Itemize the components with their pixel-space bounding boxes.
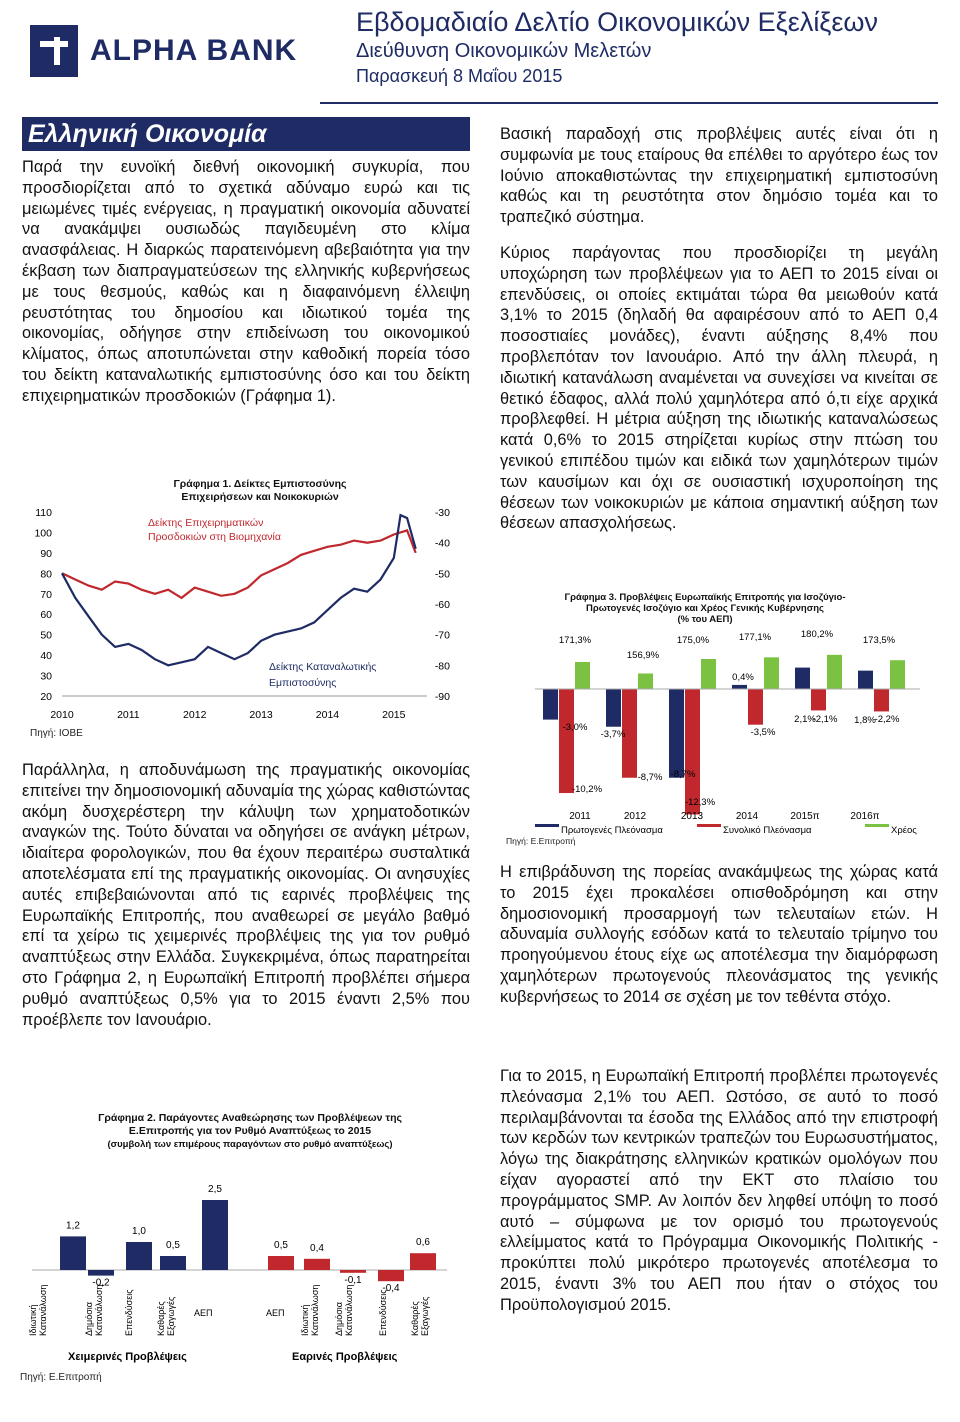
chart1-svg	[22, 498, 462, 726]
chart2-svg	[22, 1160, 462, 1370]
chart2-bar-label: 1,2	[66, 1220, 80, 1232]
chart3-value-label: 177,1%	[738, 632, 772, 643]
chart1-title: Γράφημα 1. Δείκτες Εμπιστοσύνης Επιχειρήσεων και Νοικοκυριών	[173, 478, 347, 503]
chart1-business-label-l2: Προσδοκιών στη Βιομηχανία	[148, 531, 281, 543]
chart2-bar-label: -0,2	[92, 1277, 110, 1289]
chart1-right-tick: -70	[434, 629, 450, 642]
chart1-left-tick: 50	[40, 629, 52, 642]
chart3-legend-swatch	[697, 824, 721, 827]
chart2-cat-public-consumption-b: ΔημόσιαΚατανάλωση	[334, 1284, 354, 1336]
chart2-bar	[268, 1256, 294, 1270]
left-paragraph-1: Παρά την ευνοϊκή διεθνή οικονομική συγκυρία, που προσδιορίζεται από το σχετικά αδύναμο ευρώ και τις μειωμένες τιμές ενέργειας, η πραγματική οικονομία αδυνατεί να ανακάμψει ουσιωδώς παγιδευμένη στο κλίμα ανασφάλειας. Η διαρκώς παρατεινόμενη αβεβαιότητα για την έκβαση των διαπραγματεύσεων της ελληνικής κυβερνήσεως με τους θεσμούς, καθώς και η διαφαινόμενη έλλειψη ρευστότητας του δημοσίου και ιδιωτικού τομέα της οικονομίας, οδήγησε στην επιδείνωση του οικονομικού κλίματος, όπως αποτυπώνεται στην καθοδική πορεία τόσο του δείκτη καταναλωτικής εμπιστοσύνης όσο και του δείκτη επιχειρηματικών προσδοκιών (Γράφημα 1).	[22, 158, 470, 405]
chart1-x-tick: 2015	[382, 709, 406, 721]
chart3-value-label: 156,9%	[626, 650, 660, 661]
chart3-title-line3: (% του ΑΕΠ)	[677, 614, 733, 625]
chart1-left-tick: 70	[40, 588, 52, 601]
chart3-debt-bar	[638, 673, 653, 689]
chart3-primary-bar	[606, 689, 621, 727]
chart2-bar	[378, 1270, 404, 1281]
chart1-left-tick: 100	[34, 527, 52, 540]
chart2-cat-investment-b: Επενδύσεις	[378, 1289, 388, 1336]
chart2-bar	[304, 1259, 330, 1270]
chart3-category-tick: 2012	[623, 811, 647, 822]
right-paragraph-4: Για το 2015, η Ευρωπαϊκή Επιτροπή προβλέπει πρωτογενές πλεόνασμα 2,1% του ΑΕΠ. Ωστόσο, σε αυτό το ποσό περιλαμβάνονται τα έσοδα της Ελλάδος από την επιστροφή των κερδών των κεντρικών τραπεζών του Ευρωσυστήματος, λόγω της διακράτησης ελληνικών κρατικών ομολόγων που είχαν αγοραστεί από την ΕΚΤ στο πλαίσιο του προγράμματος SMP. Αν λοιπόν δεν ληφθεί υπόψη το ποσό αυτό – σύμφωνα με τον ορισμό του πρωτογενούς ελλείμματος κατά το Πρόγραμμα Οικονομικής Πολιτικής - προκύπτει πολύ μικρότερο πρωτογενές αποτέλεσμα το 2015, έναντι 3% του ΑΕΠ που ήταν ο στόχος του Προϋπολογισμού 2015.	[500, 1067, 938, 1314]
chart2-bar	[160, 1256, 186, 1270]
chart3-value-label: 175,0%	[676, 635, 710, 646]
chart3-value-label: 1,8%	[854, 715, 876, 726]
chart3-value-label: 171,3%	[558, 635, 592, 646]
chart2-title-line2: Ε.Επιτροπής για τον Ρυθμό Αναπτύξεως το 2015	[128, 1125, 372, 1137]
chart1-source: Πηγή: ΙΟΒΕ	[30, 728, 83, 739]
chart2-bar-label: -0,4	[382, 1283, 400, 1295]
chart3-value-label: 2,1%	[794, 714, 816, 725]
chart2-bar-label: 0,5	[274, 1240, 288, 1251]
chart2-bar-label: 0,5	[166, 1240, 180, 1251]
chart3-legend-swatch	[535, 824, 559, 827]
chart3-value-label: -2,2%	[874, 714, 900, 725]
alpha-bank-emblem-icon	[30, 25, 78, 77]
header	[356, 6, 936, 88]
chart2-cat-net-exports-a: ΚαθαρέςΕξαγωγές	[156, 1296, 176, 1336]
chart1-right-tick: -60	[434, 599, 450, 611]
chart1-left-tick: 40	[40, 650, 52, 663]
right-paragraph-2: Κύριος παράγοντας που προσδιορίζει τη μεγάλη υποχώρηση των προβλέψεων για το ΑΕΠ το 2015 είναι οι επενδύσεις, οι οποίες εκτιμάται τώρα θα μειωθούν κατά 3,1% το 2015 (δηλαδή θα αφαιρέσουν από το ΑΕΠ 0,4 ποσοστιαίες μονάδες), έναντι αύξησης 8,4% που προβλεπόταν τον Ιανουάριο. Από την άλλη πλευρά, η ιδιωτική κατανάλωση αναμένεται να συνεχίσει να κινείται σε θετικό έδαφος, αλλά πολύ χαμηλότερα από ό,τι είχε αρχικά προβλεφθεί. Η μέτρια αύξηση της ιδιωτικής καταναλώσεως κατά 0,6% το 2015 στηρίζεται κυρίως στην πτώση του γενικού επιπέδου τιμών και ειδικά των χαμηλότερων τιμών των καυσίμων και όχι σε ουσιαστική ισχυροποίηση της θέσεων των νοικοκυριών με κάποια σημαντική αύξηση των θέσεων απασχολήσεως.	[500, 244, 938, 533]
chart3-value-label: 0,4%	[732, 672, 754, 683]
chart3-overall-bar	[685, 689, 700, 814]
chart1-right-tick: -50	[434, 568, 450, 581]
chart3-overall-bar	[811, 689, 826, 710]
chart3-category-tick: 2013	[680, 811, 704, 822]
chart3-value-label: -3,7%	[600, 729, 626, 740]
chart3-primary-bar	[669, 689, 684, 778]
chart2-cat-private-consumption-b: ΙδιωτικήΚατανάλωση	[300, 1284, 320, 1336]
chart2-group-winter: Χειμερινές Προβλέψεις	[68, 1351, 187, 1363]
chart1-left-tick: 90	[40, 547, 52, 560]
chart2-title-line3: (συμβολή των επιμέρους παραγόντων στο ρυθμό αναπτύξεως)	[107, 1139, 393, 1150]
brand-name: ALPHA BANK	[90, 34, 298, 67]
section-title: Ελληνική Οικονομία	[22, 117, 470, 151]
chart2-group-spring: Εαρινές Προβλέψεις	[292, 1351, 398, 1363]
chart3-debt-bar	[701, 659, 716, 689]
chart1-right-tick: -80	[434, 660, 450, 673]
chart2-bar-label: 2,5	[208, 1184, 222, 1195]
chart3-legend-label: Συνολικό Πλεόνασμα	[723, 825, 812, 836]
chart2-bar-label: 0,6	[416, 1237, 430, 1249]
chart3-value-label: -3,5%	[750, 727, 776, 738]
chart1-consumer-label-l2: Εμπιστοσύνης	[269, 677, 337, 689]
chart1-right-tick: -90	[434, 691, 450, 703]
chart3-value-label: 173,5%	[862, 635, 896, 646]
report-title: Εβδομαδιαίο Δελτίο Οικονομικών Εξελίξεων	[356, 7, 879, 37]
chart2-cat-public-consumption-a: ΔημόσιαΚατανάλωση	[84, 1284, 104, 1336]
chart2-bar-label: -0,1	[344, 1274, 362, 1286]
chart3-overall-bar	[874, 689, 889, 711]
chart1-x-tick: 2014	[315, 709, 340, 721]
chart1-consumer-label-l1: Δείκτης Καταναλωτικής	[269, 661, 377, 673]
chart3-overall-bar	[748, 689, 763, 725]
chart1-left-tick: 110	[35, 507, 52, 519]
chart3-title-line1: Γράφημα 3. Προβλέψεις Ευρωπαϊκής Επιτροπής για Ισοζύγιο-	[564, 592, 846, 603]
chart2-title-line1: Γράφημα 2. Παράγοντες Αναθεώρησης των Προβλέψεων της	[98, 1112, 402, 1124]
chart1-x-tick: 2013	[249, 709, 273, 721]
chart3-legend-label: Χρέος	[891, 825, 917, 836]
chart1-left-tick: 60	[40, 609, 52, 622]
chart1-business-label-l1: Δείκτης Επιχειρηματικών	[148, 517, 264, 529]
chart3-value-label: -8,7%	[670, 769, 696, 780]
report-date: Παρασκευή 8 Μαΐου 2015	[356, 66, 563, 86]
chart3-value-label: -2,1%	[812, 714, 838, 725]
chart1-x-tick: 2012	[183, 709, 207, 721]
left-paragraph-2: Παράλληλα, η αποδυνάμωση της πραγματικής οικονομίας επιτείνει την δημοσιονομική αδυναμία της χώρας καθιστώντας ακόμη δυσχερέστερη την κάλυψη των χρηματοδοτικών αναγκών της. Τούτο δύναται να οδηγήσει σε ανάγκη μέτρων, ιδιαίτερα φορολογικών, που θα έχουν περαιτέρω συσταλτικά αποτελέσματα επί της πραγματικής οικονομίας. Οι ανησυχίες αυτές επιβεβαιώνονται από τις εαρινές προβλέψεις της Ευρωπαϊκής Επιτροπής, που αναθεωρεί σε μεγάλο βαθμό επί τα χείρω τις χειμερινές προβλέψεις της για τον ρυθμό αναπτύξεως στην Ελλάδα. Συγκεκριμένα, όπως παρατηρείται στο Γράφημα 2, η Ευρωπαϊκή Επιτροπή προβλέπει σήμερα ρυθμό αναπτύξεως 0,5% για το 2015 έναντι 2,5% που προέβλεπε τον Ιανουάριο.	[22, 761, 470, 1029]
chart1-x-tick: 2011	[117, 709, 140, 721]
chart2-cat-net-exports-b: ΚαθαρέςΕξαγωγές	[410, 1296, 430, 1336]
chart1-x-tick: 2010	[50, 709, 74, 721]
chart3-legend-label: Πρωτογενές Πλεόνασμα	[561, 825, 663, 836]
chart2-bar	[202, 1200, 228, 1270]
chart3-category-tick: 2016π	[850, 811, 880, 822]
chart3-category-tick: 2014	[735, 811, 759, 822]
report-subtitle: Διεύθυνση Οικονομικών Μελετών	[356, 40, 652, 62]
chart1-left-tick: 20	[40, 691, 52, 703]
chart3-debt-bar	[827, 655, 842, 689]
header-divider	[320, 102, 938, 104]
chart3-primary-bar	[543, 689, 558, 720]
chart3-value-label: -8,7%	[637, 772, 663, 783]
chart3-source: Πηγή: Ε.Επιτροπή	[506, 836, 576, 846]
chart3-value-label: -3,0%	[562, 722, 588, 733]
chart3-debt-bar	[890, 660, 905, 689]
chart3-primary-bar	[858, 671, 873, 689]
chart3-primary-bar	[795, 668, 810, 689]
chart3-overall-bar	[559, 689, 574, 793]
chart2-bar-label: 1,0	[132, 1226, 146, 1237]
chart1-left-tick: 30	[40, 670, 52, 683]
alpha-bank-logo	[30, 22, 310, 80]
chart3-value-label: -10,2%	[571, 784, 603, 795]
chart3-value-label: 180,2%	[800, 629, 834, 640]
chart2-bar-label: 0,4	[310, 1242, 324, 1254]
chart3-debt-bar	[575, 662, 590, 689]
chart2-bar	[88, 1270, 114, 1276]
chart2-bar	[340, 1270, 366, 1273]
chart1-right-tick: -30	[434, 507, 450, 519]
chart1-right-tick: -40	[434, 537, 450, 550]
chart3-category-tick: 2011	[569, 811, 591, 822]
chart2-bar	[410, 1253, 436, 1270]
chart1-left-tick: 80	[40, 568, 52, 581]
chart3-primary-bar	[732, 685, 747, 689]
chart3-category-tick: 2015π	[790, 811, 820, 822]
chart2-cat-gdp-a: ΑΕΠ	[194, 1308, 213, 1318]
chart3-title	[530, 592, 880, 625]
chart3-svg	[505, 625, 925, 837]
chart3-value-label: -12,3%	[684, 797, 716, 808]
chart2-bar	[126, 1242, 152, 1270]
chart3-legend-swatch	[865, 824, 889, 827]
chart3-title-line2: Πρωτογενές Ισοζύγιο και Χρέος Γενικής Κυβέρνησης	[586, 603, 824, 614]
chart3-debt-bar	[764, 657, 779, 689]
chart2-source: Πηγή: Ε.Επιτροπή	[20, 1372, 102, 1383]
chart2-bar	[60, 1236, 86, 1270]
right-paragraph-1: Βασική παραδοχή στις προβλέψεις αυτές είναι ότι η συμφωνία με τους εταίρους θα επέλθει το αργότερο έως τον Ιούνιο αποκαθιστώντας την επιχειρηματική εμπιστοσύνη καθώς και τη ρευστότητα στον δημόσιο τομέα και το τραπεζικό σύστημα.	[500, 125, 938, 227]
right-paragraph-3: Η επιβράδυνση της πορείας ανακάμψεως της χώρας κατά το 2015 έχει προκαλέσει οπισθοδρόμηση και στην δημοσιονομική προσαρμογή των τελευταίων ετών. Η αδυναμία συλλογής εσόδων κατά το τελευταίο τρίμηνο του προηγούμενου έτους είχε ως αποτέλεσμα την διαμόρφωση χαμηλότερων πρωτογενούς πλεονάσματος της γενικής κυβερνήσεως το 2014 σε σχέση με τον τεθέντα στόχο.	[500, 863, 938, 1006]
chart2-cat-private-consumption-a: ΙδιωτικήΚατανάλωση	[28, 1284, 48, 1336]
chart2-cat-investment-a: Επενδύσεις	[124, 1289, 134, 1336]
chart2-title	[60, 1112, 440, 1151]
chart2-cat-gdp-b: ΑΕΠ	[266, 1308, 285, 1318]
